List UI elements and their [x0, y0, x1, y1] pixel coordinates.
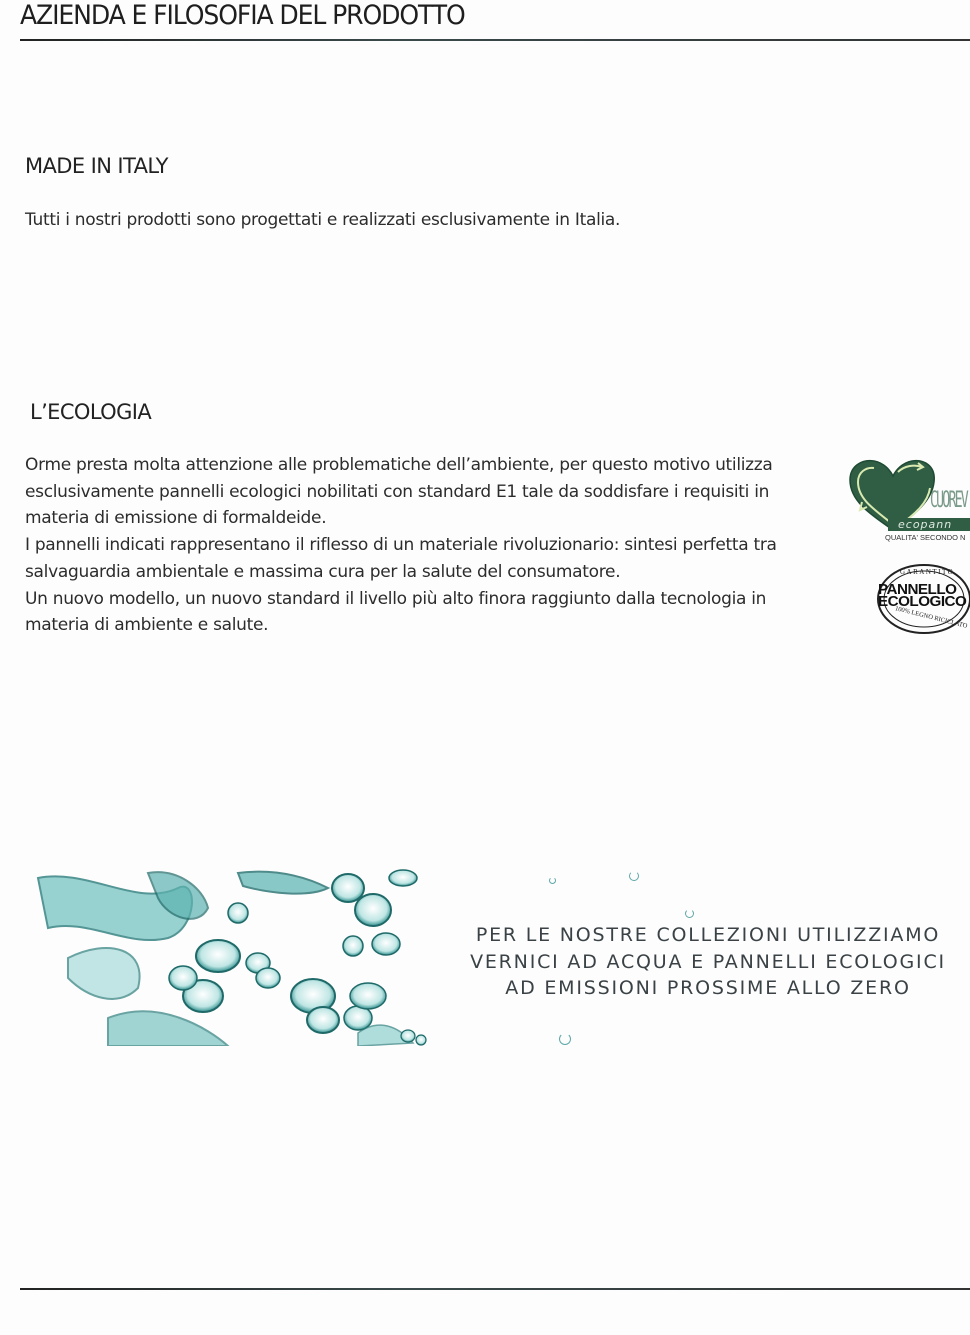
ecologia-paragraph: Orme presta molta attenzione alle problematiche dell’ambiente, per questo motivo utilizza esclusivamente pannelli ecologici nobilitati con standard E1 tale da soddisfare i requisiti in materia di emissione di formaldeide.: [25, 455, 773, 529]
slogan: [450, 922, 966, 1002]
bubble-decoration: [685, 909, 694, 918]
page-title: AZIENDA E FILOSOFIA DEL PRODOTTO: [20, 0, 465, 31]
slogan-line: VERNICI AD ACQUA E PANNELLI ECOLOGICI: [470, 950, 946, 973]
footer-divider: [20, 1288, 970, 1290]
header-divider: [20, 39, 970, 41]
ecologia-paragraph: Un nuovo modello, un nuovo standard il livello più alto finora raggiunto dalla tecnologia in materia di ambiente e salute.: [25, 588, 767, 636]
cuoreverde-logo: [848, 458, 970, 546]
pannello-ecologico-logo: [874, 562, 970, 636]
made-in-italy-text: Tutti i nostri prodotti sono progettati e realizzati esclusivamente in Italia.: [25, 210, 621, 230]
cuoreverde-band-text: ecopann: [888, 518, 970, 531]
slogan-line: AD EMISSIONI PROSSIME ALLO ZERO: [505, 977, 911, 999]
seal-line-1: PANNELLO: [878, 582, 957, 598]
ecologia-paragraph: I pannelli indicati rappresentano il riflesso di un materiale rivoluzionario: sintesi perfetta tra salvaguardia ambientale e massima cura per la salute del consumatore.: [25, 535, 777, 582]
slogan-line: PER LE NOSTRE COLLEZIONI UTILIZZIAMO: [475, 924, 941, 946]
cuoreverde-caption: QUALITA' SECONDO N: [885, 533, 966, 542]
bubble-decoration: [549, 877, 556, 884]
bubble-decoration: [559, 1033, 571, 1045]
ecologia-text: [25, 452, 825, 639]
section-title-ecologia: L’ECOLOGIA: [30, 400, 152, 424]
seal-bottom-text: 100% LEGNO RICICLATO: [894, 605, 969, 630]
seal-top-text: GARANTITO: [900, 568, 955, 576]
water-bubbles-image: [28, 868, 428, 1046]
bubble-decoration: [629, 871, 639, 881]
seal-line-2: ECOLOGICO: [878, 594, 967, 610]
cuoreverde-brand-text: CUOREV: [930, 488, 967, 513]
section-title-made-in-italy: MADE IN ITALY: [25, 154, 168, 178]
seal-main-text: [878, 584, 966, 608]
